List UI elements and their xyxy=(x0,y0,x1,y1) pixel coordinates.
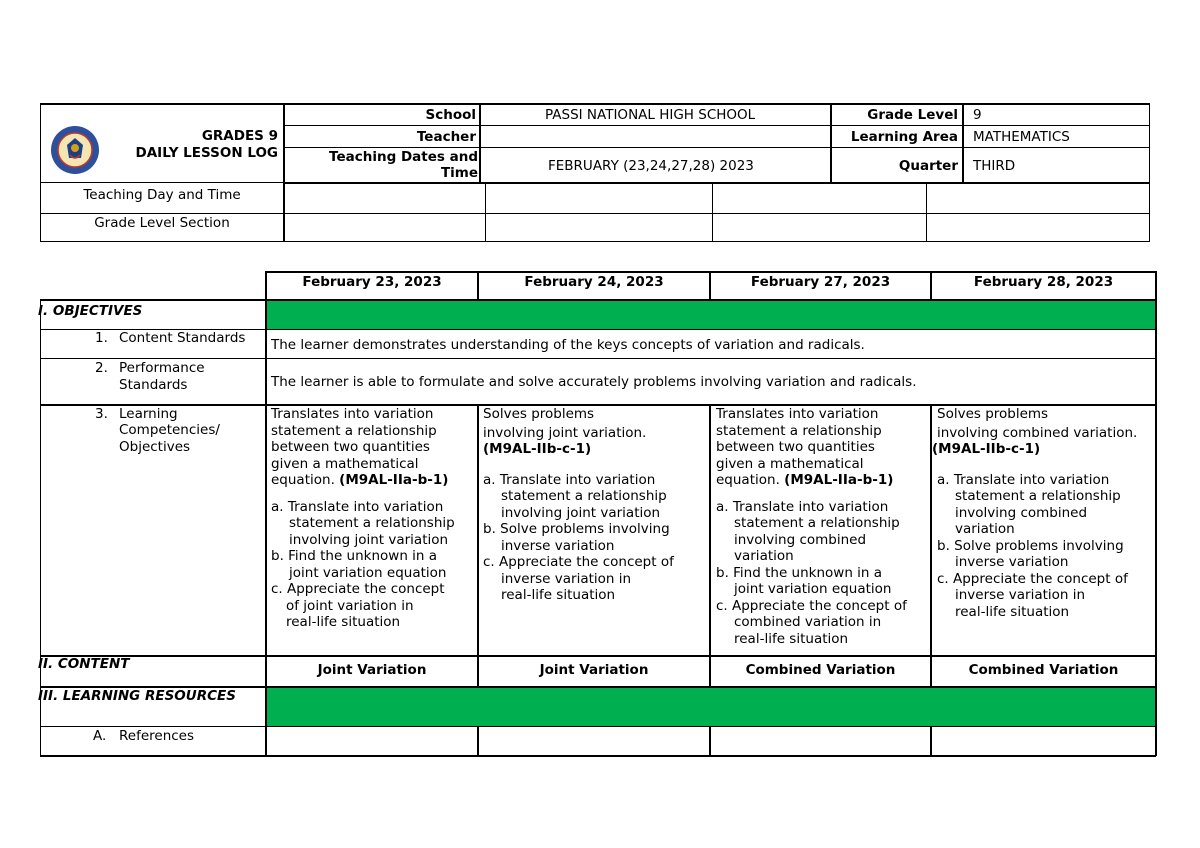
c2-item-b-2: inverse variation xyxy=(501,537,615,554)
c3-item-c-1: c. Appreciate the concept of xyxy=(716,597,907,614)
competencies-label-1: Learning xyxy=(119,406,178,422)
competency-cell-3 xyxy=(716,406,928,647)
references-label: References xyxy=(119,728,195,744)
c3-item-b-1: b. Find the unknown in a xyxy=(716,564,883,581)
content-topic-1: Joint Variation xyxy=(317,662,427,678)
title-line-1: GRADES 9 xyxy=(201,128,278,144)
content-heading: II. CONTENT xyxy=(38,656,130,672)
c3-line-2: statement a relationship xyxy=(716,422,882,439)
competency-cell-1 xyxy=(271,406,476,631)
competency-cell-4 xyxy=(932,406,1154,620)
teaching-dates-label-2: Time xyxy=(440,165,478,181)
c3-line-3: between two quantities xyxy=(716,439,875,455)
c2-item-b-1: b. Solve problems involving xyxy=(483,521,670,537)
c1-item-c-2: of joint variation in xyxy=(286,597,414,614)
quarter-value: THIRD xyxy=(973,158,1016,174)
teaching-dates-label-1: Teaching Dates and xyxy=(329,149,478,165)
school-value: PASSI NATIONAL HIGH SCHOOL xyxy=(545,107,756,123)
c1-item-a-3: involving joint variation xyxy=(289,531,449,548)
c1-item-b-1: b. Find the unknown in a xyxy=(271,548,438,564)
c2-item-c-3: real-life situation xyxy=(501,587,616,603)
date-header-1: February 23, 2023 xyxy=(302,274,442,290)
resources-green-bar xyxy=(267,688,1155,726)
c3-item-c-2: combined variation in xyxy=(734,614,882,630)
c2-line-1: Solves problems xyxy=(483,406,595,422)
c1-eq-line xyxy=(271,472,476,489)
competencies-label-2: Competencies/ xyxy=(119,422,220,438)
c4-line-2: involving combined variation. xyxy=(937,424,1138,441)
school-label: School xyxy=(425,107,476,123)
c3-item-a-4: variation xyxy=(734,548,794,564)
c4-item-b-2: inverse variation xyxy=(955,554,1069,570)
resources-heading: III. LEARNING RESOURCES xyxy=(38,688,236,704)
c3-eq-prefix: equation. xyxy=(716,472,785,488)
c1-line-1: Translates into variation xyxy=(271,406,434,422)
grade-section-label: Grade Level Section xyxy=(94,215,230,231)
c1-item-a-2: statement a relationship xyxy=(289,515,455,531)
c3-code: (M9AL-IIa-b-1) xyxy=(784,472,894,488)
c1-item-c-3: real-life situation xyxy=(286,614,401,630)
performance-label-2: Standards xyxy=(119,377,188,393)
c2-item-c-1: c. Appreciate the concept of xyxy=(483,554,674,570)
content-standards-label: Content Standards xyxy=(119,330,246,346)
title-line-2: DAILY LESSON LOG xyxy=(135,145,278,161)
performance-text: The learner is able to formulate and solve accurately problems involving variation and radicals. xyxy=(271,374,917,390)
c4-item-c-1: c. Appreciate the concept of xyxy=(937,570,1128,587)
c4-item-c-2: inverse variation in xyxy=(955,587,1086,603)
c1-item-b-2: joint variation equation xyxy=(289,564,447,581)
c2-code: (M9AL-IIb-c-1) xyxy=(483,441,592,457)
c3-item-a-2: statement a relationship xyxy=(734,515,900,531)
c4-item-a-3: involving combined xyxy=(955,504,1088,521)
c3-line-4: given a mathematical xyxy=(716,455,864,472)
grade-level-label: Grade Level xyxy=(867,107,958,123)
references-num: A. xyxy=(93,728,107,744)
c3-line-1: Translates into variation xyxy=(716,406,879,422)
c1-line-4: given a mathematical xyxy=(271,455,419,472)
content-topic-2: Joint Variation xyxy=(539,662,649,678)
quarter-label: Quarter xyxy=(898,158,958,174)
c2-item-a-3: involving joint variation xyxy=(501,504,661,521)
c4-line-1: Solves problems xyxy=(937,406,1049,422)
c4-code: (M9AL-IIb-c-1) xyxy=(932,441,1041,457)
learning-area-label: Learning Area xyxy=(850,129,958,145)
content-standards-num: 1. xyxy=(95,330,108,346)
c3-item-b-2: joint variation equation xyxy=(734,581,892,597)
competencies-num: 3. xyxy=(95,406,108,422)
c3-item-a-1: a. Translate into variation xyxy=(716,498,889,515)
c4-item-a-1: a. Translate into variation xyxy=(937,471,1110,488)
c4-item-a-4: variation xyxy=(955,521,1015,537)
c4-item-a-2: statement a relationship xyxy=(955,488,1121,504)
objectives-heading: I. OBJECTIVES xyxy=(38,303,143,319)
c1-item-a-1: a. Translate into variation xyxy=(271,498,444,515)
date-header-3: February 27, 2023 xyxy=(750,274,891,290)
performance-num: 2. xyxy=(95,360,108,376)
competencies-label-3: Objectives xyxy=(119,439,191,455)
c2-item-a-1: a. Translate into variation xyxy=(483,471,656,488)
performance-label-1: Performance xyxy=(119,360,205,376)
competency-cell-2 xyxy=(483,406,708,604)
teaching-day-label: Teaching Day and Time xyxy=(83,187,241,203)
objectives-green-bar xyxy=(267,301,1155,329)
date-header-2: February 24, 2023 xyxy=(524,274,664,290)
content-topic-4: Combined Variation xyxy=(968,662,1119,678)
c1-line-2: statement a relationship xyxy=(271,422,437,439)
learning-area-value: MATHEMATICS xyxy=(973,129,1070,145)
c1-code: (M9AL-IIa-b-1) xyxy=(339,472,449,488)
c2-item-a-2: statement a relationship xyxy=(501,488,667,504)
c4-item-c-3: real-life situation xyxy=(955,603,1070,620)
teaching-dates-value: FEBRUARY (23,24,27,28) 2023 xyxy=(548,158,754,174)
c1-line-3: between two quantities xyxy=(271,439,430,455)
c4-item-b-1: b. Solve problems involving xyxy=(937,537,1124,554)
teacher-label: Teacher xyxy=(416,129,476,145)
c3-eq-line xyxy=(716,472,928,489)
c3-item-c-3: real-life situation xyxy=(734,630,849,647)
c2-line-2: involving joint variation. xyxy=(483,424,647,441)
content-standards-text: The learner demonstrates understanding of the keys concepts of variation and radicals. xyxy=(271,337,865,353)
grade-level-value: 9 xyxy=(973,107,982,123)
c1-eq-prefix: equation. xyxy=(271,472,340,488)
deped-seal-icon xyxy=(50,125,100,175)
content-topic-3: Combined Variation xyxy=(745,662,896,678)
c2-item-c-2: inverse variation in xyxy=(501,570,632,587)
date-header-4: February 28, 2023 xyxy=(973,274,1114,290)
c3-item-a-3: involving combined xyxy=(734,531,867,548)
c1-item-c-1: c. Appreciate the concept xyxy=(271,581,445,597)
